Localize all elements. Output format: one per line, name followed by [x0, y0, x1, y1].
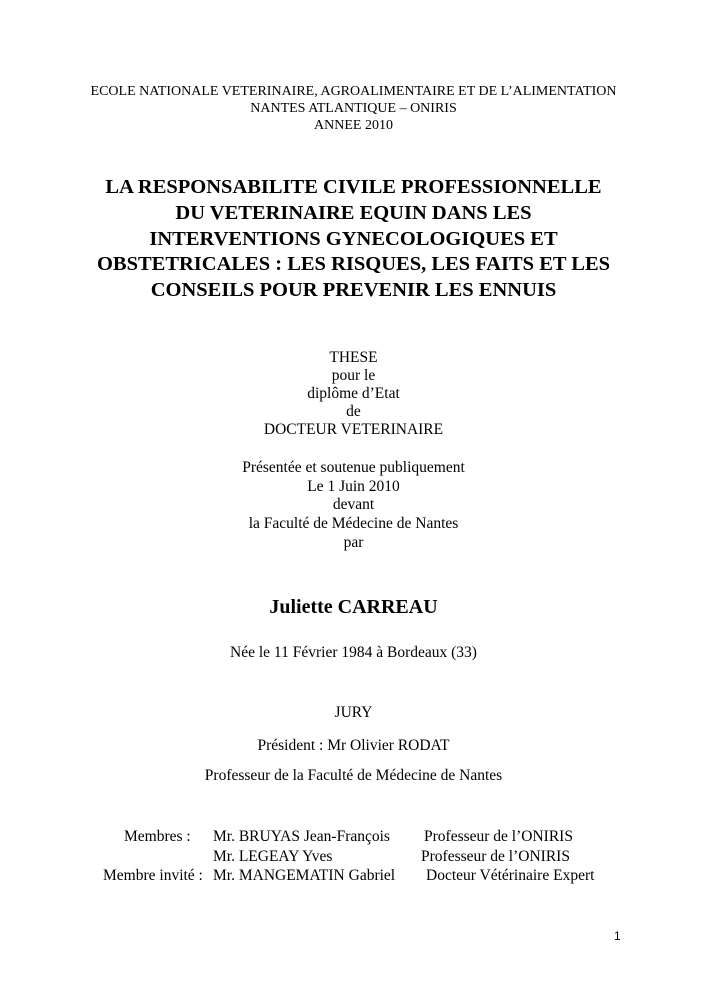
thesis-line: DOCTEUR VETERINAIRE	[263, 421, 444, 438]
defense-line: la Faculté de Médecine de Nantes	[248, 515, 459, 532]
member-title: Professeur de l’ONIRIS	[424, 828, 573, 845]
member-name: Mr. MANGEMATIN Gabriel	[213, 867, 396, 884]
title-line: OBSTETRICALES : LES RISQUES, LES FAITS ET LES	[96, 253, 611, 275]
jury-heading: JURY	[334, 704, 373, 721]
defense-line: Présentée et soutenue publiquement	[242, 459, 465, 476]
thesis-line: THESE	[329, 349, 378, 366]
member-title: Professeur de l’ONIRIS	[421, 848, 570, 865]
author-birth: Née le 11 Février 1984 à Bordeaux (33)	[230, 644, 477, 661]
jury-president-title: Professeur de la Faculté de Médecine de Nantes	[204, 767, 503, 784]
title-line: INTERVENTIONS GYNECOLOGIQUES ET	[149, 228, 558, 250]
page-number: 1	[614, 929, 621, 943]
thesis-line: pour le	[331, 367, 376, 384]
title-line: CONSEILS POUR PREVENIR LES ENNUIS	[150, 279, 557, 301]
member-title: Docteur Vétérinaire Expert	[426, 867, 595, 884]
school-name: ECOLE NATIONALE VETERINAIRE, AGROALIMENTAIRE ET DE L’ALIMENTATION	[90, 84, 617, 99]
defense-line: Le 1 Juin 2010	[307, 478, 400, 495]
author-name: Juliette CARREAU	[269, 596, 438, 618]
thesis-line: diplôme d’Etat	[307, 385, 400, 402]
academic-year: ANNEE 2010	[314, 118, 393, 133]
defense-line: par	[343, 534, 364, 551]
member-name: Mr. LEGEAY Yves	[213, 848, 333, 865]
title-line: DU VETERINAIRE EQUIN DANS LES	[175, 202, 532, 224]
defense-line: devant	[332, 496, 375, 513]
member-name: Mr. BRUYAS Jean-François	[213, 828, 390, 845]
title-line: LA RESPONSABILITE CIVILE PROFESSIONNELLE	[105, 176, 602, 198]
thesis-line: de	[346, 403, 361, 420]
school-location: NANTES ATLANTIQUE – ONIRIS	[250, 101, 457, 116]
jury-president: Président : Mr Olivier RODAT	[257, 737, 450, 754]
member-role: Membre invité :	[103, 867, 203, 884]
member-role: Membres :	[124, 828, 191, 845]
